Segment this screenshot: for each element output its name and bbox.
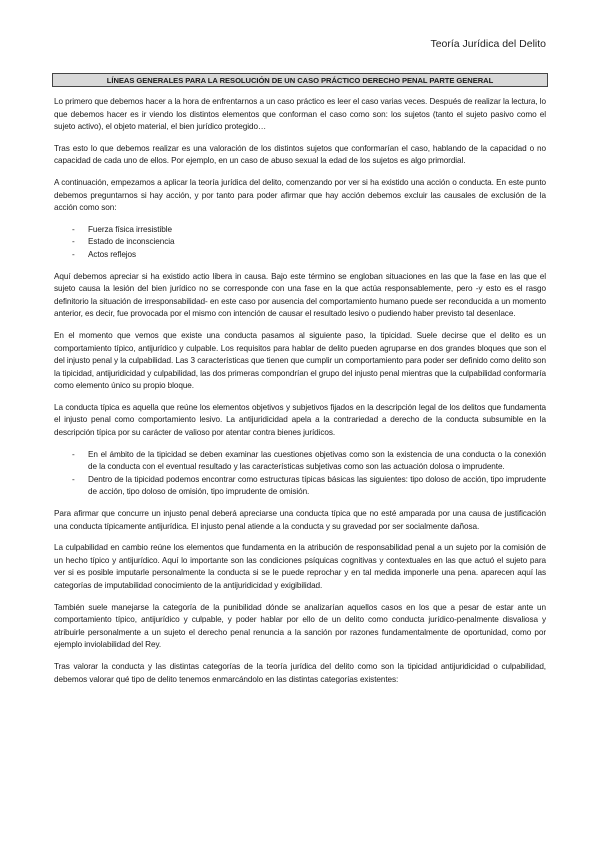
paragraph: En el momento que vemos que existe una conducta pasamos al siguiente paso, la tipicidad. Suele decirse que el delito es un comportamiento típico, antijurídico y culpable. Los requisitos para hablar de delito pueden agruparse en dos grandes bloques que son el del injusto penal y la culpabilidad. Las 3 características que tienen que cumplir un comportamiento para poder ser definido como delito son la tipicidad, antijuridicidad y culpabilidad, las dos primeras compondrían el grupo del injusto penal mientras que la culpabilidad conformaría como elemento único su propio bloque. bbox=[54, 330, 546, 391]
paragraph: La culpabilidad en cambio reúne los elementos que fundamenta en la atribución de responsabilidad penal a un sujeto por la comisión de un hecho típico y antijurídico. Aquí lo importante son las condiciones psíquicas cognitivas y contextuales en las que actuó el sujeto para ver si es posible imputarle personalmente la conducta si se le puede reprochar y en tal medida imponerle una pena. aparecen aquí las categorías de imputabilidad conocimiento de la antijuridicidad y exigibilidad. bbox=[54, 543, 546, 590]
list-item: - Dentro de la tipicidad podemos encontrar como estructuras típicas básicas las siguientes: tipo doloso de acción, tipo imprudente de acción, tipo doloso de omisión, tipo imprudente de omisión. bbox=[54, 474, 546, 499]
paragraph: Tras esto lo que debemos realizar es una valoración de los distintos sujetos que conformarían el caso, hablando de la capacidad o no capacidad de cada uno de ellos. Por ejemplo, en un caso de abuso sexual la edad de los sujetos es algo primordial. bbox=[54, 143, 546, 166]
exclusion-list bbox=[54, 224, 546, 262]
list-item: - Fuerza física irresistible bbox=[54, 224, 546, 237]
document-body bbox=[54, 96, 546, 695]
paragraph: Tras valorar la conducta y las distintas categorías de la teoría jurídica del delito como son la tipicidad antijuridicidad o culpabilidad, debemos valorar qué tipo de delito tenemos enmarcándolo en las distintas categorías existentes: bbox=[54, 661, 546, 684]
paragraph: Aquí debemos apreciar si ha existido actio libera in causa. Bajo este término se engloban situaciones en las que la fase en las que el sujeto causa la lesión del bien jurídico no se corresponde con una fase en la que actúa responsablemente, pero -y esto es el rasgo definitorio la situación de irresponsabilidad- en este caso por ausencia del comportamiento humano puede ser reconducida a un momento anterior, es decir, fue provocada por el mismo con intención de causar el resultado lesivo o pudiendo haber previsto tal desenlace. bbox=[54, 271, 546, 319]
list-item: - Estado de inconsciencia bbox=[54, 236, 546, 249]
running-header: Teoría Jurídica del Delito bbox=[430, 38, 546, 50]
paragraph: Lo primero que debemos hacer a la hora de enfrentarnos a un caso práctico es leer el caso varias veces. Después de realizar la lectura, lo que debemos hacer es ir viendo los distintos elementos que conforman el caso como son: los sujetos (tanto el sujeto pasivo como el sujeto activo), el objeto material, el bien jurídico protegido… bbox=[54, 97, 546, 132]
tipicidad-list bbox=[54, 449, 546, 499]
list-item: - Actos reflejos bbox=[54, 249, 546, 262]
paragraph: También suele manejarse la categoría de la punibilidad dónde se analizarían aquellos casos en los que a pesar de estar ante un comportamiento típico, antijurídico y culpable, y poder hablar por ello de un delito como conducta jurídico-penalmente disvaliosa y atribuirle personalmente a un sujeto el derecho penal renuncia a la sanción por razones fundamentalmente de oportunidad, como por ejemplo inviolabilidad del Rey. bbox=[54, 602, 546, 650]
paragraph: La conducta típica es aquella que reúne los elementos objetivos y subjetivos fijados en la descripción legal de los delitos que fundamenta el injusto penal como comportamiento lesivo. La antijuridicidad apela a la contrariedad a derecho de la conducta subsumible en la descripción típica por su carácter de valioso por atentar contra bienes jurídicos. bbox=[54, 402, 546, 438]
list-item: - En el ámbito de la tipicidad se deben examinar las cuestiones objetivas como son la existencia de una conducta o la conexión de la conducta con el eventual resultado y las características subjetivas como son las actuación dolosa o imprudente. bbox=[54, 449, 546, 474]
paragraph: A continuación, empezamos a aplicar la teoría jurídica del delito, comenzando por ver si ha existido una acción o conducta. En este punto debemos preguntarnos si hay acción, y por tanto para poder afirmar que hay acción debemos excluir las causales de exclusión de la acción como son: bbox=[54, 177, 546, 213]
section-title: LÍNEAS GENERALES PARA LA RESOLUCIÓN DE UN CASO PRÁCTICO DERECHO PENAL PARTE GENERAL bbox=[52, 73, 548, 87]
paragraph: Para afirmar que concurre un injusto penal deberá apreciarse una conducta típica que no esté amparada por una causa de justificación una conducta típicamente antijurídica. El injusto penal atiende a la conducta y su gravedad por ser socialmente dañosa. bbox=[54, 509, 546, 531]
